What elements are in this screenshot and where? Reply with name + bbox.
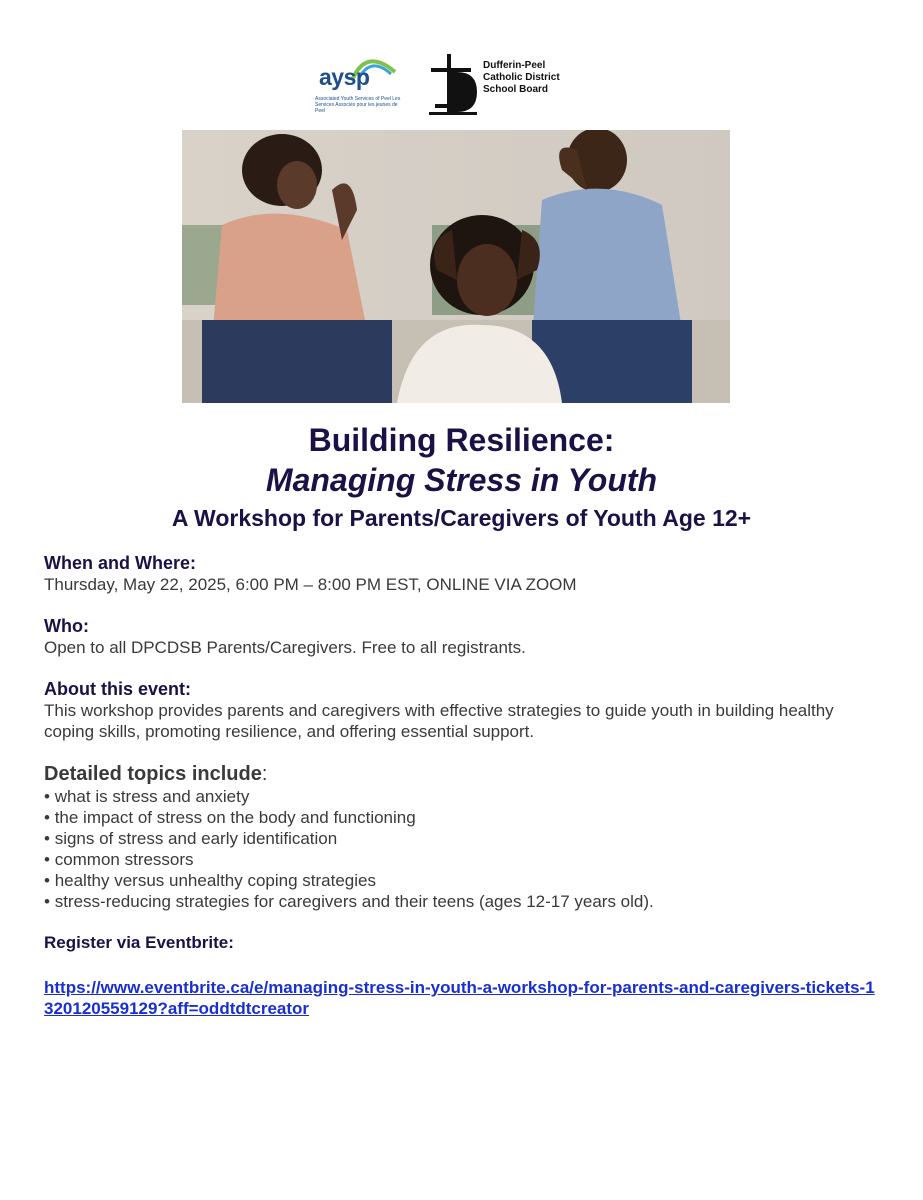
aysp-subtitle: Associated Youth Services of Peel Les Services Associés pour les jeunes de Peel	[315, 96, 401, 114]
hero-photo	[182, 130, 730, 403]
list-item: • common stressors	[44, 849, 884, 870]
topics-section	[44, 762, 884, 912]
who-heading: Who:	[44, 616, 89, 636]
who-text: Open to all DPCDSB Parents/Caregivers. Free to all registrants.	[44, 638, 526, 657]
event-tagline: A Workshop for Parents/Caregivers of Youth Age 12+	[171, 505, 752, 531]
register-heading: Register via Eventbrite:	[44, 933, 234, 952]
event-title-block	[0, 420, 923, 534]
cross-and-d-emblem-icon	[427, 54, 479, 116]
board-name: Dufferin-Peel Catholic District School Board	[483, 60, 560, 95]
about-heading: About this event:	[44, 679, 191, 699]
list-item: • the impact of stress on the body and functioning	[44, 807, 884, 828]
when-heading: When and Where:	[44, 553, 196, 573]
list-item: • what is stress and anxiety	[44, 786, 884, 807]
family-stress-photo-icon	[182, 130, 730, 403]
list-item: • signs of stress and early identification	[44, 828, 884, 849]
about-section	[44, 678, 884, 742]
when-section	[44, 552, 884, 595]
who-section	[44, 615, 884, 658]
topics-heading: Detailed topics include:	[44, 763, 268, 785]
dpcdsb-logo	[427, 54, 575, 116]
event-title: Building Resilience:	[308, 422, 615, 458]
when-text: Thursday, May 22, 2025, 6:00 PM – 8:00 PM EST, ONLINE VIA ZOOM	[44, 575, 577, 594]
aysp-wordmark: aysp	[319, 64, 370, 90]
eventbrite-registration-link[interactable]: https://www.eventbrite.ca/e/managing-stress-in-youth-a-workshop-for-parents-and-caregivers-tickets-1320120559129?aff=oddtdtcreator	[44, 978, 875, 1018]
header-logos	[315, 50, 575, 116]
event-details	[44, 552, 884, 1019]
aysp-logo	[315, 50, 401, 116]
topics-list	[44, 786, 884, 912]
list-item: • healthy versus unhealthy coping strategies	[44, 870, 884, 891]
event-subtitle: Managing Stress in Youth	[265, 462, 658, 498]
about-text: This workshop provides parents and caregivers with effective strategies to guide youth in building healthy coping skills, promoting resilience, and offering essential support.	[44, 701, 834, 741]
list-item: • stress-reducing strategies for caregivers and their teens (ages 12-17 years old).	[44, 891, 884, 912]
